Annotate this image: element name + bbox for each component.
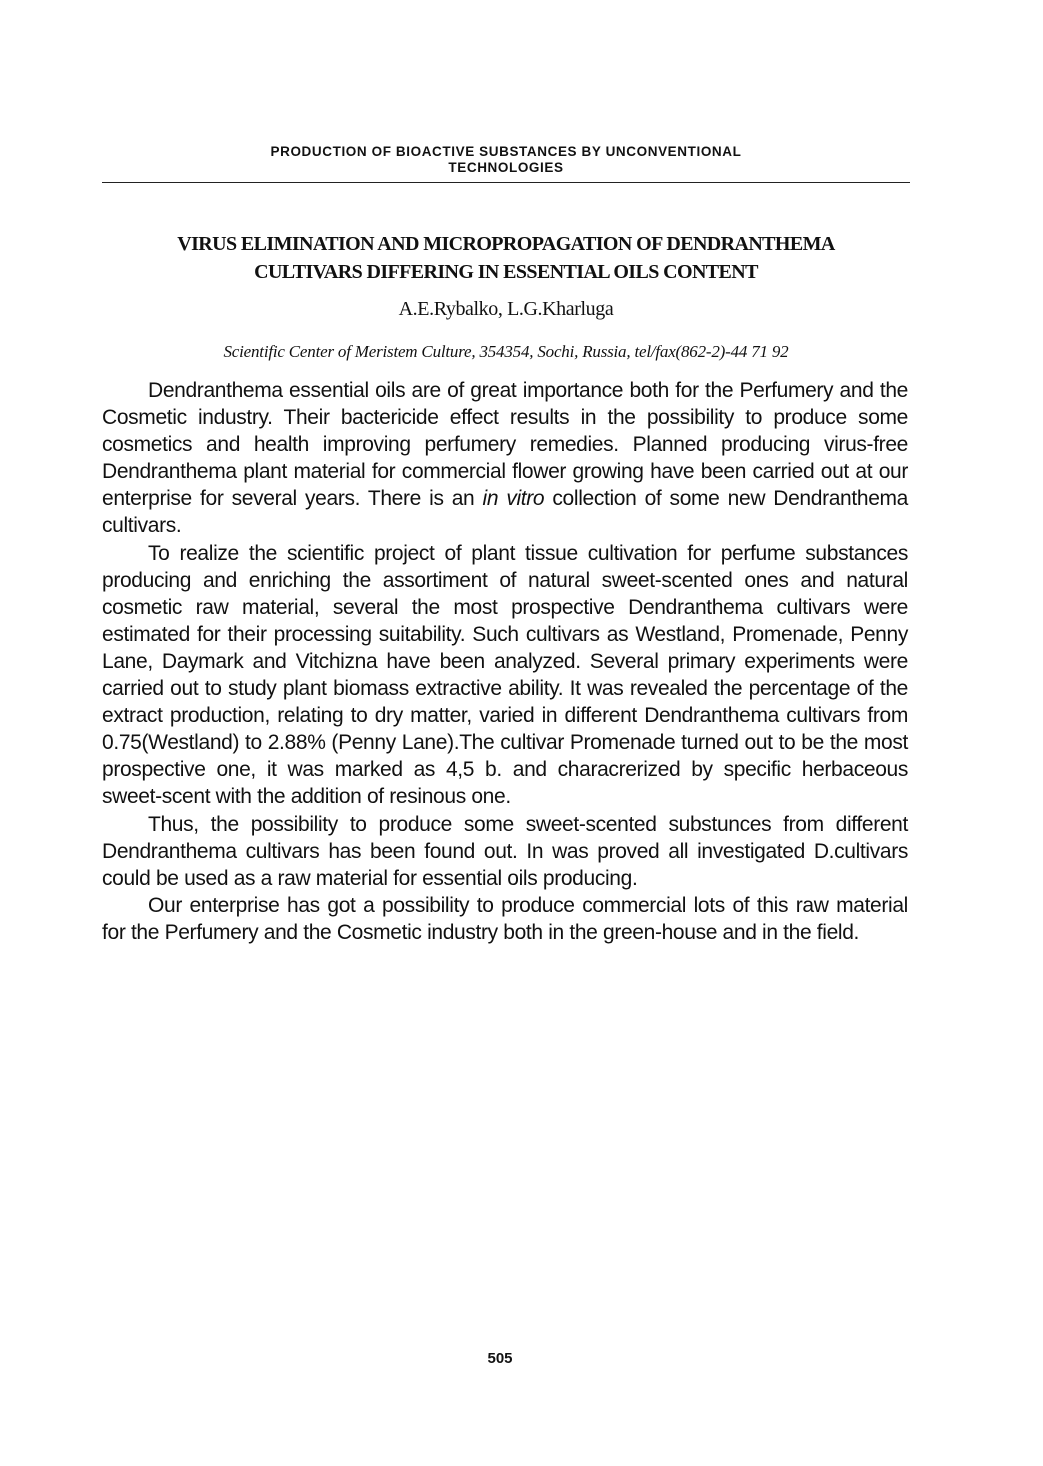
body-paragraph-1: Dendranthema essential oils are of great importance both for the Perfumery and the Cosmetic industry. Their bactericide effect results in the possibility to produce some cosmetics and health improving perfumery remedies. Planned producing virus-free Dendranthema plant material for commercial flower growing have been carried out at our enterprise for several years. There is an in vitro collection of some new Dendranthema cultivars. xyxy=(102,379,908,538)
article-authors: A.E.Rybalko, L.G.Kharluga xyxy=(398,298,614,320)
running-head xyxy=(102,144,910,176)
running-head-line-2: TECHNOLOGIES xyxy=(448,160,564,175)
page-number: 505 xyxy=(487,1350,513,1367)
header-rule xyxy=(102,182,910,183)
article-title-line-1: VIRUS ELIMINATION AND MICROPROPAGATION OF DENDRANTHEMA xyxy=(177,233,835,255)
article-title-line-2: CULTIVARS DIFFERING IN ESSENTIAL OILS CONTENT xyxy=(254,261,758,283)
author-affiliation: Scientific Center of Meristem Culture, 354354, Sochi, Russia, tel/fax(862-2)-44 71 92 xyxy=(223,342,789,361)
running-head-line-1: PRODUCTION OF BIOACTIVE SUBSTANCES BY UNCONVENTIONAL xyxy=(270,144,742,159)
body-paragraph-4: Our enterprise has got a possibility to produce commercial lots of this raw material for the Perfumery and the Cosmetic industry both in the green-house and in the field. xyxy=(102,893,908,944)
body-paragraph-2: To realize the scientific project of plant tissue cultivation for perfume substances producing and enriching the assortiment of natural sweet-scented ones and natural cosmetic raw material, several the most prospective Dendranthema cultivars were estimated for their processing suitability. Such cultivars as Westland, Promenade, Penny Lane, Daymark and Vitchizna have been analyzed. Several primary experiments were carried out to study plant biomass extractive ability. It was revealed the percentage of the extract production, relating to dry matter, varied in different Dendranthema cultivars from 0.75(Westland) to 2.88% (Penny Lane).The cultivar Promenade turned out to be the most prospective one, it was marked as 4,5 b. and characrerized by specific herbaceous sweet-scent with the addition of resinous one. xyxy=(102,541,908,809)
article-title xyxy=(102,230,910,286)
article-body xyxy=(102,377,908,946)
body-paragraph-3: Thus, the possibility to produce some sweet-scented substunces from different Dendranthema cultivars has been found out. In was proved all investigated D.cultivars could be used as a raw material for essential oils producing. xyxy=(102,812,908,890)
